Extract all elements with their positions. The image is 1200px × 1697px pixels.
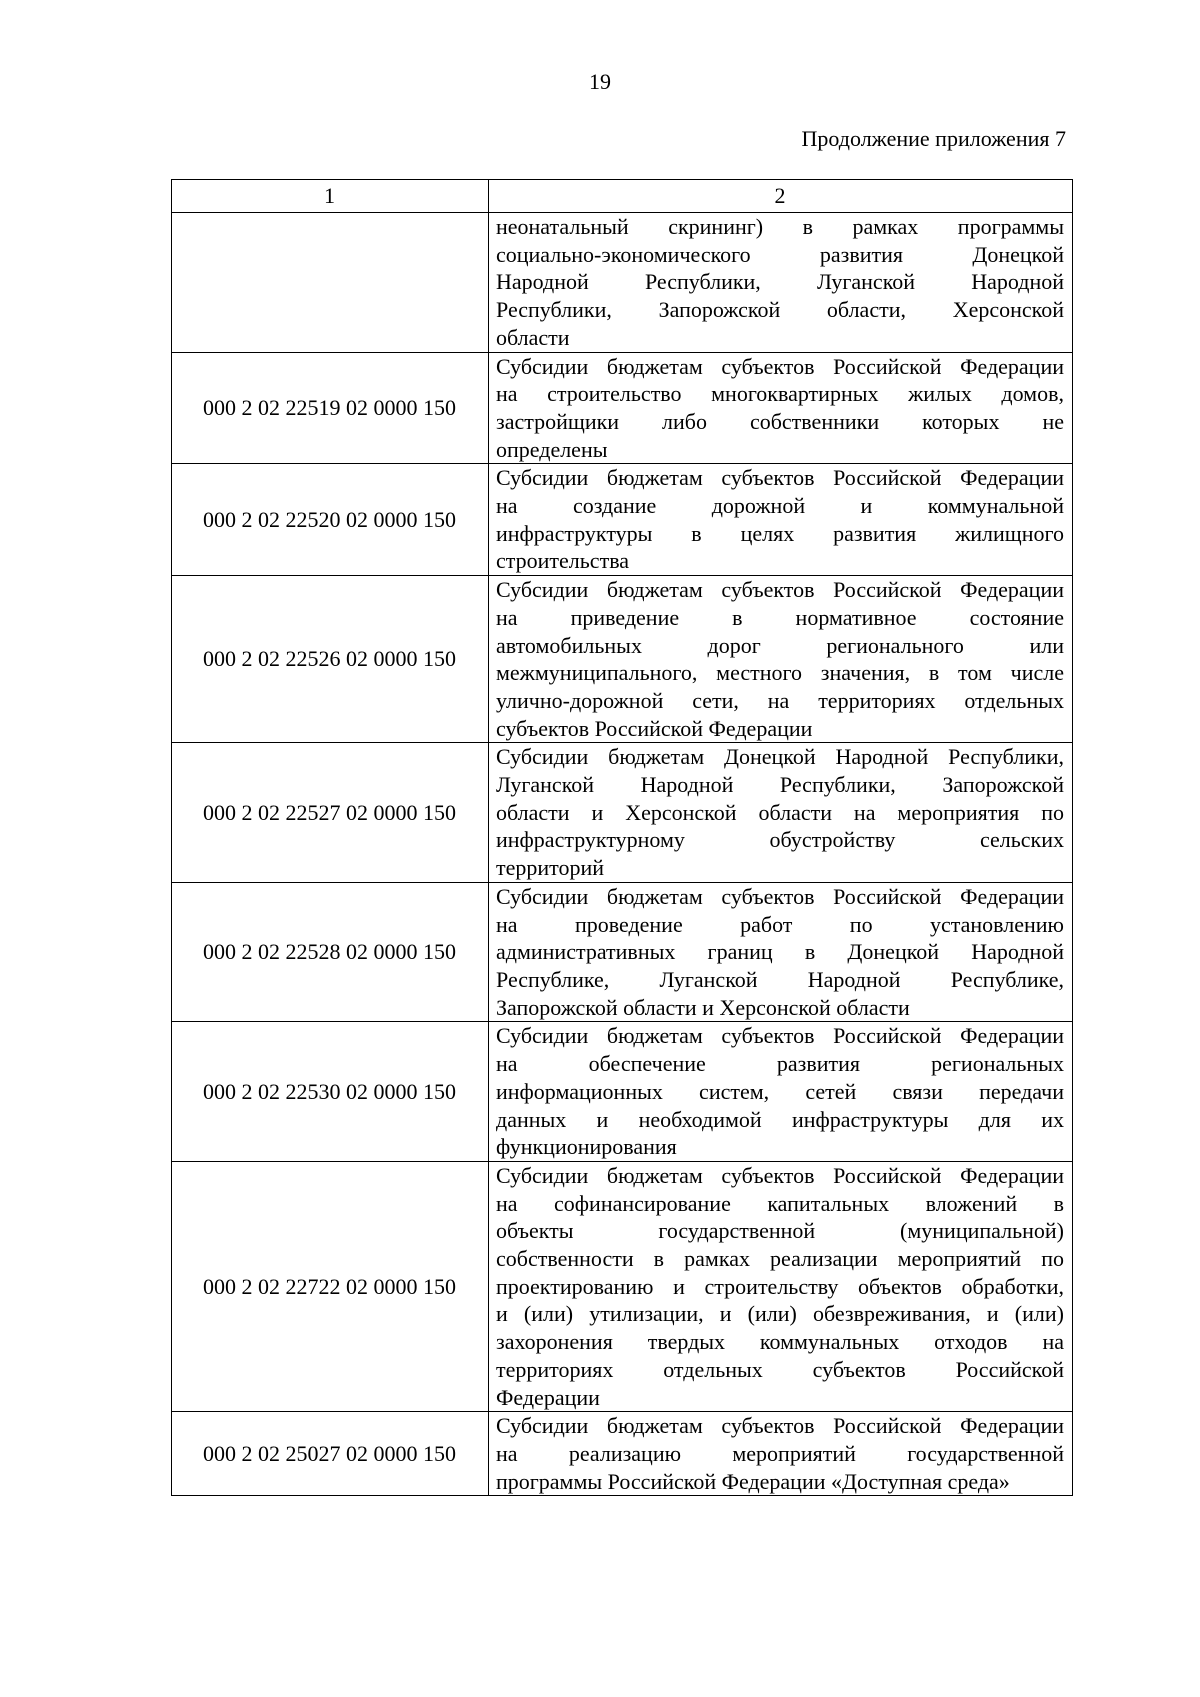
description-line: неонатальный скрининг) в рамках программы — [496, 214, 1064, 239]
description-line: строительства — [496, 548, 630, 574]
description-cell — [489, 352, 1073, 464]
table-row — [172, 464, 1073, 576]
description-line: на создание дорожной и коммунальной — [496, 493, 1064, 519]
description-line: территорий — [496, 855, 605, 881]
table-header-row — [172, 180, 1073, 213]
description-line: автомобильных дорог регионального или — [496, 632, 1064, 658]
description-line: Федерации — [496, 1384, 600, 1410]
description-line: на проведение работ по установлению — [496, 911, 1064, 937]
description-line: Запорожской области и Херсонской области — [496, 994, 910, 1020]
description-line: территориях отдельных субъектов Российской — [496, 1356, 1064, 1382]
budget-code-cell: 000 2 02 22528 02 0000 150 — [172, 882, 489, 1022]
page-number: 19 — [589, 69, 611, 94]
budget-code-cell: 000 2 02 22526 02 0000 150 — [172, 576, 489, 743]
table-row — [172, 1022, 1073, 1162]
table-row — [172, 213, 1073, 353]
description-line: на обеспечение развития региональных — [496, 1051, 1064, 1077]
description-line: области и Херсонской области на мероприятия по — [496, 799, 1064, 825]
description-line: на софинансирование капитальных вложений в — [496, 1190, 1064, 1216]
description-line: Субсидии бюджетам субъектов Российской Федерации — [496, 577, 1064, 603]
budget-code-cell: 000 2 02 25027 02 0000 150 — [172, 1412, 489, 1496]
description-cell — [489, 743, 1073, 883]
description-line: захоронения твердых коммунальных отходов на — [496, 1329, 1064, 1355]
table-body — [172, 180, 1073, 1496]
budget-code-cell: 000 2 02 22527 02 0000 150 — [172, 743, 489, 883]
description-line: на приведение в нормативное состояние — [496, 604, 1064, 630]
description-line: функционирования — [496, 1134, 677, 1160]
budget-code-cell: 000 2 02 22530 02 0000 150 — [172, 1022, 489, 1162]
description-cell — [489, 213, 1073, 353]
description-cell — [489, 576, 1073, 743]
description-line: Субсидии бюджетам субъектов Российской Федерации — [496, 353, 1064, 379]
description-line: улично-дорожной сети, на территориях отдельных — [496, 687, 1064, 713]
description-line: Субсидии бюджетам субъектов Российской Федерации — [496, 1162, 1064, 1188]
description-cell — [489, 1161, 1073, 1411]
description-cell — [489, 882, 1073, 1022]
description-line: административных границ в Донецкой Народной — [496, 939, 1064, 965]
appendix-continuation-label: Продолжение приложения 7 — [801, 126, 1066, 151]
description-line: данных и необходимой инфраструктуры для их — [496, 1106, 1064, 1132]
table-row — [172, 576, 1073, 743]
description-line: Субсидии бюджетам Донецкой Народной Республики, — [496, 744, 1064, 770]
table-row — [172, 352, 1073, 464]
description-line: собственности в рамках реализации мероприятий по — [496, 1246, 1064, 1272]
budget-codes-table — [171, 179, 1073, 1496]
budget-code-cell: 000 2 02 22519 02 0000 150 — [172, 352, 489, 464]
description-line: на реализацию мероприятий государственной — [496, 1440, 1064, 1466]
description-line: Субсидии бюджетам субъектов Российской Федерации — [496, 1023, 1064, 1049]
description-line: Народной Республики, Луганской Народной — [496, 269, 1064, 295]
description-line: субъектов Российской Федерации — [496, 715, 813, 741]
table-row — [172, 882, 1073, 1022]
table-row — [172, 1412, 1073, 1496]
description-cell — [489, 1022, 1073, 1162]
description-line: инфраструктуры в целях развития жилищного — [496, 520, 1064, 546]
description-line: межмуниципального, местного значения, в том числе — [496, 660, 1064, 686]
description-cell — [489, 1412, 1073, 1496]
description-line: программы Российской Федерации «Доступная среда» — [496, 1468, 1010, 1494]
description-line: инфраструктурному обустройству сельских — [496, 827, 1064, 853]
description-line: определены — [496, 436, 608, 462]
description-line: и (или) утилизации, и (или) обезвреживания, и (или) — [496, 1301, 1064, 1327]
description-line: информационных систем, сетей связи передачи — [496, 1078, 1064, 1104]
description-cell — [489, 464, 1073, 576]
description-line: объекты государственной (муниципальной) — [496, 1218, 1064, 1244]
description-line: Республики, Запорожской области, Херсонской — [496, 297, 1064, 323]
description-line: Луганской Народной Республики, Запорожской — [496, 772, 1064, 798]
description-line: на строительство многоквартирных жилых домов, — [496, 381, 1064, 407]
budget-code-cell: 000 2 02 22722 02 0000 150 — [172, 1161, 489, 1411]
description-line: Республике, Луганской Народной Республике, — [496, 966, 1064, 992]
description-line: застройщики либо собственники которых не — [496, 408, 1064, 434]
budget-code-cell: 000 2 02 22520 02 0000 150 — [172, 464, 489, 576]
description-line: социально-экономического развития Донецкой — [496, 241, 1064, 267]
description-line: проектированию и строительству объектов обработки, — [496, 1273, 1064, 1299]
table-row — [172, 1161, 1073, 1411]
column-header-1: 1 — [172, 180, 489, 213]
description-line: Субсидии бюджетам субъектов Российской Федерации — [496, 465, 1064, 491]
column-header-2: 2 — [489, 180, 1073, 213]
description-line: Субсидии бюджетам субъектов Российской Федерации — [496, 1413, 1064, 1439]
table-row — [172, 743, 1073, 883]
description-line: области — [496, 324, 570, 350]
budget-code-cell — [172, 213, 489, 353]
description-line: Субсидии бюджетам субъектов Российской Федерации — [496, 883, 1064, 909]
